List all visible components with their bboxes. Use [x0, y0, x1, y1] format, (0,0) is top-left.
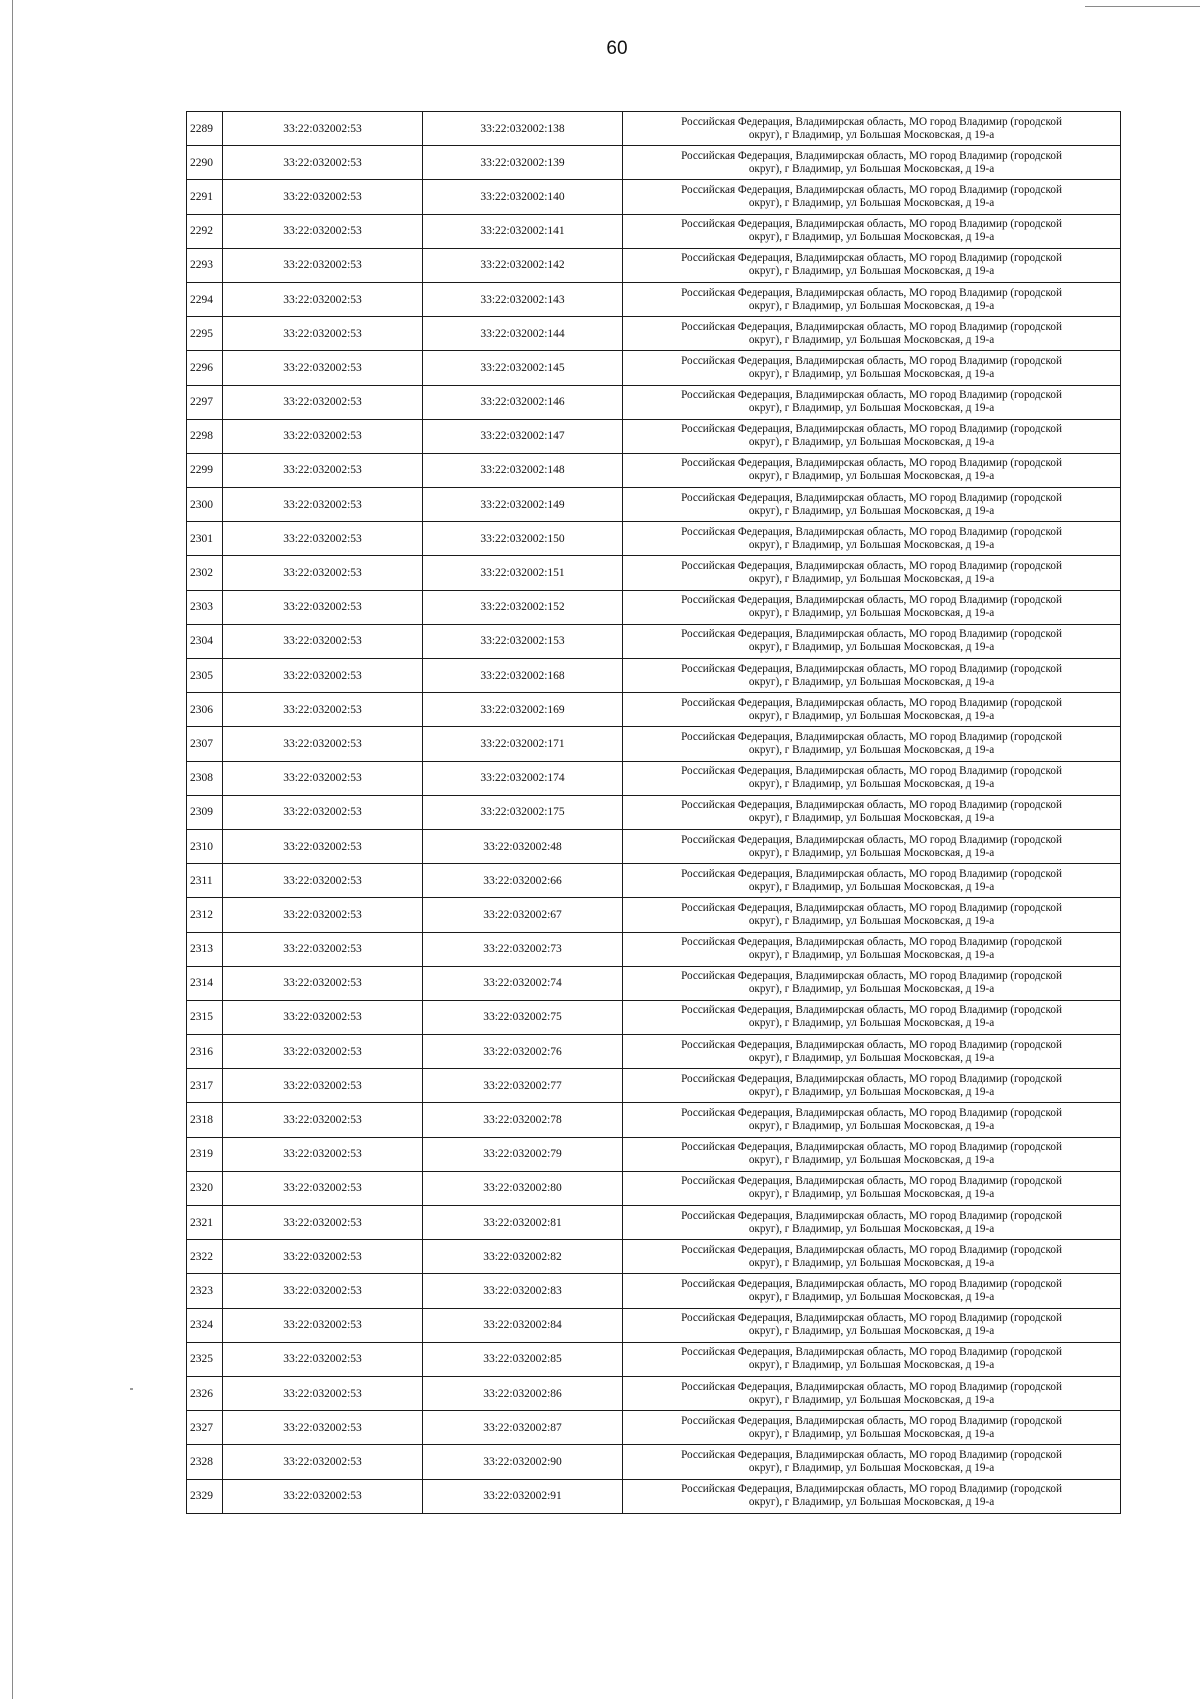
table-row — [187, 727, 1121, 761]
row-number-cell: 2298 — [187, 419, 223, 453]
cadastral-number-cell: 33:22:032002:152 — [423, 590, 623, 624]
address-line-1: Российская Федерация, Владимирская область, МО город Владимир (городской — [681, 1277, 1062, 1290]
cadastral-number-cell: 33:22:032002:48 — [423, 829, 623, 863]
table-row — [187, 659, 1121, 693]
scan-speck — [130, 1388, 133, 1390]
address-line-1: Российская Федерация, Владимирская область, МО город Владимир (городской — [681, 1380, 1062, 1393]
table-row — [187, 1069, 1121, 1103]
address-line-2: округ), г Владимир, ул Большая Московская, д 19-а — [748, 1427, 995, 1440]
cadastral-number-cell: 33:22:032002:83 — [423, 1274, 623, 1308]
parent-cadastral-number-cell: 33:22:032002:53 — [223, 932, 423, 966]
address-line-1: Российская Федерация, Владимирская область, МО город Владимир (городской — [681, 1209, 1062, 1222]
address-line-2: округ), г Владимир, ул Большая Московская, д 19-а — [748, 470, 995, 483]
table-row — [187, 419, 1121, 453]
parent-cadastral-number-cell: 33:22:032002:53 — [223, 693, 423, 727]
address-line-1: Российская Федерация, Владимирская область, МО город Владимир (городской — [681, 594, 1062, 607]
address-cell — [623, 1137, 1121, 1171]
address-cell — [623, 624, 1121, 658]
row-number-cell: 2313 — [187, 932, 223, 966]
row-number-cell: 2296 — [187, 351, 223, 385]
address-cell — [623, 1445, 1121, 1479]
address-line-2: округ), г Владимир, ул Большая Московская, д 19-а — [748, 299, 995, 312]
parent-cadastral-number-cell: 33:22:032002:53 — [223, 761, 423, 795]
address-cell — [623, 1206, 1121, 1240]
address-line-2: округ), г Владимир, ул Большая Московская, д 19-а — [748, 1154, 995, 1167]
table-row — [187, 1000, 1121, 1034]
table-row — [187, 898, 1121, 932]
address-line-1: Российская Федерация, Владимирская область, МО город Владимир (городской — [681, 1483, 1062, 1496]
parent-cadastral-number-cell: 33:22:032002:53 — [223, 488, 423, 522]
address-line-1: Российская Федерация, Владимирская область, МО город Владимир (городской — [681, 320, 1062, 333]
row-number-cell: 2309 — [187, 795, 223, 829]
parent-cadastral-number-cell: 33:22:032002:53 — [223, 453, 423, 487]
table-row — [187, 1274, 1121, 1308]
cadastral-number-cell: 33:22:032002:75 — [423, 1000, 623, 1034]
address-line-1: Российская Федерация, Владимирская область, МО город Владимир (городской — [681, 901, 1062, 914]
address-line-1: Российская Федерация, Владимирская область, МО город Владимир (городской — [681, 1004, 1062, 1017]
cadastral-number-cell: 33:22:032002:86 — [423, 1376, 623, 1410]
table-row — [187, 590, 1121, 624]
table-row — [187, 932, 1121, 966]
address-line-1: Российская Федерация, Владимирская область, МО город Владимир (городской — [681, 525, 1062, 538]
parent-cadastral-number-cell: 33:22:032002:53 — [223, 419, 423, 453]
address-line-2: округ), г Владимир, ул Большая Московская, д 19-а — [748, 402, 995, 415]
cadastral-number-cell: 33:22:032002:150 — [423, 522, 623, 556]
address-line-2: округ), г Владимир, ул Большая Московская, д 19-а — [748, 333, 995, 346]
parent-cadastral-number-cell: 33:22:032002:53 — [223, 829, 423, 863]
row-number-cell: 2308 — [187, 761, 223, 795]
address-cell — [623, 282, 1121, 316]
address-cell — [623, 1342, 1121, 1376]
table-row — [187, 1479, 1121, 1513]
address-line-1: Российская Федерация, Владимирская область, МО город Владимир (городской — [681, 628, 1062, 641]
address-cell — [623, 1411, 1121, 1445]
address-cell — [623, 1376, 1121, 1410]
cadastral-number-cell: 33:22:032002:82 — [423, 1240, 623, 1274]
cadastral-number-cell: 33:22:032002:85 — [423, 1342, 623, 1376]
cadastral-number-cell: 33:22:032002:66 — [423, 864, 623, 898]
parent-cadastral-number-cell: 33:22:032002:53 — [223, 1171, 423, 1205]
address-line-1: Российская Федерация, Владимирская область, МО город Владимир (городской — [681, 389, 1062, 402]
parent-cadastral-number-cell: 33:22:032002:53 — [223, 282, 423, 316]
row-number-cell: 2326 — [187, 1376, 223, 1410]
address-line-2: округ), г Владимир, ул Большая Московская, д 19-а — [748, 641, 995, 654]
cadastral-number-cell: 33:22:032002:67 — [423, 898, 623, 932]
cadastral-number-cell: 33:22:032002:151 — [423, 556, 623, 590]
parent-cadastral-number-cell: 33:22:032002:53 — [223, 727, 423, 761]
address-line-2: округ), г Владимир, ул Большая Московская, д 19-а — [748, 1496, 995, 1509]
address-cell — [623, 522, 1121, 556]
address-line-2: округ), г Владимир, ул Большая Московская, д 19-а — [748, 436, 995, 449]
address-line-2: округ), г Владимир, ул Большая Московская, д 19-а — [748, 1120, 995, 1133]
cadastral-registry-table — [186, 111, 1121, 1514]
address-line-1: Российская Федерация, Владимирская область, МО город Владимир (городской — [681, 115, 1062, 128]
table-row — [187, 693, 1121, 727]
cadastral-number-cell: 33:22:032002:147 — [423, 419, 623, 453]
address-cell — [623, 556, 1121, 590]
row-number-cell: 2302 — [187, 556, 223, 590]
address-line-1: Российская Федерация, Владимирская область, МО город Владимир (городской — [681, 183, 1062, 196]
address-line-2: округ), г Владимир, ул Большая Московская, д 19-а — [748, 1256, 995, 1269]
table-row — [187, 1411, 1121, 1445]
cadastral-number-cell: 33:22:032002:90 — [423, 1445, 623, 1479]
cadastral-number-cell: 33:22:032002:174 — [423, 761, 623, 795]
address-line-2: округ), г Владимир, ул Большая Московская, д 19-а — [748, 812, 995, 825]
cadastral-number-cell: 33:22:032002:77 — [423, 1069, 623, 1103]
table-row — [187, 1376, 1121, 1410]
parent-cadastral-number-cell: 33:22:032002:53 — [223, 317, 423, 351]
row-number-cell: 2304 — [187, 624, 223, 658]
address-line-2: округ), г Владимир, ул Большая Московская, д 19-а — [748, 196, 995, 209]
row-number-cell: 2301 — [187, 522, 223, 556]
address-cell — [623, 1103, 1121, 1137]
row-number-cell: 2292 — [187, 214, 223, 248]
row-number-cell: 2317 — [187, 1069, 223, 1103]
table-row — [187, 453, 1121, 487]
row-number-cell: 2327 — [187, 1411, 223, 1445]
parent-cadastral-number-cell: 33:22:032002:53 — [223, 214, 423, 248]
parent-cadastral-number-cell: 33:22:032002:53 — [223, 590, 423, 624]
cadastral-number-cell: 33:22:032002:78 — [423, 1103, 623, 1137]
row-number-cell: 2291 — [187, 180, 223, 214]
address-line-2: округ), г Владимир, ул Большая Московская, д 19-а — [748, 1393, 995, 1406]
address-cell — [623, 385, 1121, 419]
parent-cadastral-number-cell: 33:22:032002:53 — [223, 1137, 423, 1171]
cadastral-number-cell: 33:22:032002:84 — [423, 1308, 623, 1342]
address-line-1: Российская Федерация, Владимирская область, МО город Владимир (городской — [681, 457, 1062, 470]
cadastral-number-cell: 33:22:032002:138 — [423, 112, 623, 146]
address-line-1: Российская Федерация, Владимирская область, МО город Владимир (городской — [681, 423, 1062, 436]
address-line-1: Российская Федерация, Владимирская область, МО город Владимир (городской — [681, 1346, 1062, 1359]
address-cell — [623, 112, 1121, 146]
table-row — [187, 1206, 1121, 1240]
row-number-cell: 2307 — [187, 727, 223, 761]
row-number-cell: 2329 — [187, 1479, 223, 1513]
address-line-1: Российская Федерация, Владимирская область, МО город Владимир (городской — [681, 936, 1062, 949]
address-cell — [623, 351, 1121, 385]
parent-cadastral-number-cell: 33:22:032002:53 — [223, 1445, 423, 1479]
address-cell — [623, 1479, 1121, 1513]
parent-cadastral-number-cell: 33:22:032002:53 — [223, 864, 423, 898]
address-cell — [623, 966, 1121, 1000]
cadastral-number-cell: 33:22:032002:141 — [423, 214, 623, 248]
address-line-2: округ), г Владимир, ул Большая Московская, д 19-а — [748, 1051, 995, 1064]
cadastral-number-cell: 33:22:032002:143 — [423, 282, 623, 316]
address-line-2: округ), г Владимир, ул Большая Московская, д 19-а — [748, 1222, 995, 1235]
table-row — [187, 1342, 1121, 1376]
address-line-2: округ), г Владимир, ул Большая Московская, д 19-а — [748, 983, 995, 996]
table-row — [187, 1103, 1121, 1137]
parent-cadastral-number-cell: 33:22:032002:53 — [223, 1000, 423, 1034]
address-line-1: Российская Федерация, Владимирская область, МО город Владимир (городской — [681, 662, 1062, 675]
row-number-cell: 2316 — [187, 1035, 223, 1069]
row-number-cell: 2324 — [187, 1308, 223, 1342]
row-number-cell: 2289 — [187, 112, 223, 146]
cadastral-number-cell: 33:22:032002:153 — [423, 624, 623, 658]
address-cell — [623, 1035, 1121, 1069]
address-line-1: Российская Федерация, Владимирская область, МО город Владимир (городской — [681, 1312, 1062, 1325]
address-line-1: Российская Федерация, Владимирская область, МО город Владимир (городской — [681, 1414, 1062, 1427]
cadastral-number-cell: 33:22:032002:79 — [423, 1137, 623, 1171]
address-line-2: округ), г Владимир, ул Большая Московская, д 19-а — [748, 1188, 995, 1201]
table-row — [187, 556, 1121, 590]
address-cell — [623, 864, 1121, 898]
row-number-cell: 2299 — [187, 453, 223, 487]
table-row — [187, 214, 1121, 248]
row-number-cell: 2297 — [187, 385, 223, 419]
table-row — [187, 1171, 1121, 1205]
parent-cadastral-number-cell: 33:22:032002:53 — [223, 1069, 423, 1103]
address-line-2: округ), г Владимир, ул Большая Московская, д 19-а — [748, 265, 995, 278]
parent-cadastral-number-cell: 33:22:032002:53 — [223, 795, 423, 829]
address-cell — [623, 659, 1121, 693]
cadastral-number-cell: 33:22:032002:142 — [423, 248, 623, 282]
address-line-2: округ), г Владимир, ул Большая Московская, д 19-а — [748, 880, 995, 893]
table-body — [187, 112, 1121, 1514]
address-line-1: Российская Федерация, Владимирская область, МО город Владимир (городской — [681, 286, 1062, 299]
address-line-2: округ), г Владимир, ул Большая Московская, д 19-а — [748, 538, 995, 551]
cadastral-number-cell: 33:22:032002:81 — [423, 1206, 623, 1240]
cadastral-number-cell: 33:22:032002:146 — [423, 385, 623, 419]
cadastral-number-cell: 33:22:032002:168 — [423, 659, 623, 693]
table-row — [187, 112, 1121, 146]
row-number-cell: 2320 — [187, 1171, 223, 1205]
row-number-cell: 2319 — [187, 1137, 223, 1171]
address-line-1: Российская Федерация, Владимирская область, МО город Владимир (городской — [681, 833, 1062, 846]
parent-cadastral-number-cell: 33:22:032002:53 — [223, 351, 423, 385]
parent-cadastral-number-cell: 33:22:032002:53 — [223, 248, 423, 282]
table-row — [187, 1445, 1121, 1479]
table-row — [187, 488, 1121, 522]
address-line-2: округ), г Владимир, ул Большая Московская, д 19-а — [748, 846, 995, 859]
address-line-1: Российская Федерация, Владимирская область, МО город Владимир (городской — [681, 1175, 1062, 1188]
address-cell — [623, 1274, 1121, 1308]
parent-cadastral-number-cell: 33:22:032002:53 — [223, 1308, 423, 1342]
row-number-cell: 2315 — [187, 1000, 223, 1034]
address-cell — [623, 248, 1121, 282]
address-line-2: округ), г Владимир, ул Большая Московская, д 19-а — [748, 743, 995, 756]
address-cell — [623, 1171, 1121, 1205]
parent-cadastral-number-cell: 33:22:032002:53 — [223, 522, 423, 556]
parent-cadastral-number-cell: 33:22:032002:53 — [223, 966, 423, 1000]
table-row — [187, 1035, 1121, 1069]
cadastral-number-cell: 33:22:032002:139 — [423, 146, 623, 180]
table-row — [187, 180, 1121, 214]
address-line-2: округ), г Владимир, ул Большая Московская, д 19-а — [748, 1461, 995, 1474]
cadastral-number-cell: 33:22:032002:148 — [423, 453, 623, 487]
address-line-1: Российская Федерация, Владимирская область, МО город Владимир (городской — [681, 491, 1062, 504]
address-cell — [623, 932, 1121, 966]
row-number-cell: 2295 — [187, 317, 223, 351]
parent-cadastral-number-cell: 33:22:032002:53 — [223, 1240, 423, 1274]
parent-cadastral-number-cell: 33:22:032002:53 — [223, 659, 423, 693]
table-row — [187, 385, 1121, 419]
parent-cadastral-number-cell: 33:22:032002:53 — [223, 180, 423, 214]
address-cell — [623, 146, 1121, 180]
row-number-cell: 2328 — [187, 1445, 223, 1479]
address-line-2: округ), г Владимир, ул Большая Московская, д 19-а — [748, 675, 995, 688]
row-number-cell: 2310 — [187, 829, 223, 863]
address-cell — [623, 727, 1121, 761]
address-line-2: округ), г Владимир, ул Большая Московская, д 19-а — [748, 709, 995, 722]
table-row — [187, 522, 1121, 556]
address-cell — [623, 453, 1121, 487]
address-line-1: Российская Федерация, Владимирская область, МО город Владимир (городской — [681, 1038, 1062, 1051]
address-line-2: округ), г Владимир, ул Большая Московская, д 19-а — [748, 1290, 995, 1303]
scan-left-edge-line — [12, 0, 13, 1699]
address-cell — [623, 1240, 1121, 1274]
address-cell — [623, 1000, 1121, 1034]
row-number-cell: 2314 — [187, 966, 223, 1000]
row-number-cell: 2318 — [187, 1103, 223, 1137]
address-cell — [623, 488, 1121, 522]
address-line-1: Российская Федерация, Владимирская область, МО город Владимир (городской — [681, 218, 1062, 231]
cadastral-number-cell: 33:22:032002:175 — [423, 795, 623, 829]
address-line-2: округ), г Владимир, ул Большая Московская, д 19-а — [748, 1017, 995, 1030]
row-number-cell: 2294 — [187, 282, 223, 316]
address-line-1: Российская Федерация, Владимирская область, МО город Владимир (городской — [681, 799, 1062, 812]
row-number-cell: 2322 — [187, 1240, 223, 1274]
parent-cadastral-number-cell: 33:22:032002:53 — [223, 1035, 423, 1069]
table-row — [187, 248, 1121, 282]
address-line-1: Российская Федерация, Владимирская область, МО город Владимир (городской — [681, 696, 1062, 709]
scan-top-edge-line — [1085, 6, 1200, 7]
parent-cadastral-number-cell: 33:22:032002:53 — [223, 1206, 423, 1240]
address-line-1: Российская Федерация, Владимирская область, МО город Владимир (городской — [681, 1243, 1062, 1256]
address-line-1: Российская Федерация, Владимирская область, МО город Владимир (городской — [681, 765, 1062, 778]
address-cell — [623, 761, 1121, 795]
row-number-cell: 2312 — [187, 898, 223, 932]
table-row — [187, 864, 1121, 898]
address-line-2: округ), г Владимир, ул Большая Московская, д 19-а — [748, 1325, 995, 1338]
parent-cadastral-number-cell: 33:22:032002:53 — [223, 1479, 423, 1513]
parent-cadastral-number-cell: 33:22:032002:53 — [223, 146, 423, 180]
address-line-2: округ), г Владимир, ул Большая Московская, д 19-а — [748, 573, 995, 586]
page-number: 60 — [606, 38, 628, 59]
cadastral-number-cell: 33:22:032002:91 — [423, 1479, 623, 1513]
address-cell — [623, 180, 1121, 214]
table-row — [187, 761, 1121, 795]
cadastral-number-cell: 33:22:032002:87 — [423, 1411, 623, 1445]
parent-cadastral-number-cell: 33:22:032002:53 — [223, 1342, 423, 1376]
cadastral-number-cell: 33:22:032002:149 — [423, 488, 623, 522]
address-cell — [623, 214, 1121, 248]
address-cell — [623, 829, 1121, 863]
cadastral-number-cell: 33:22:032002:73 — [423, 932, 623, 966]
address-line-1: Российская Федерация, Владимирская область, МО город Владимир (городской — [681, 1448, 1062, 1461]
parent-cadastral-number-cell: 33:22:032002:53 — [223, 556, 423, 590]
address-cell — [623, 1069, 1121, 1103]
address-cell — [623, 898, 1121, 932]
table-row — [187, 146, 1121, 180]
cadastral-number-cell: 33:22:032002:74 — [423, 966, 623, 1000]
parent-cadastral-number-cell: 33:22:032002:53 — [223, 898, 423, 932]
row-number-cell: 2303 — [187, 590, 223, 624]
parent-cadastral-number-cell: 33:22:032002:53 — [223, 1411, 423, 1445]
address-line-2: округ), г Владимир, ул Большая Московская, д 19-а — [748, 504, 995, 517]
cadastral-number-cell: 33:22:032002:76 — [423, 1035, 623, 1069]
parent-cadastral-number-cell: 33:22:032002:53 — [223, 1376, 423, 1410]
row-number-cell: 2311 — [187, 864, 223, 898]
address-cell — [623, 693, 1121, 727]
cadastral-number-cell: 33:22:032002:144 — [423, 317, 623, 351]
address-cell — [623, 419, 1121, 453]
address-line-1: Российская Федерация, Владимирская область, МО город Владимир (городской — [681, 1072, 1062, 1085]
address-line-2: округ), г Владимир, ул Большая Московская, д 19-а — [748, 914, 995, 927]
row-number-cell: 2290 — [187, 146, 223, 180]
row-number-cell: 2300 — [187, 488, 223, 522]
address-line-2: округ), г Владимир, ул Большая Московская, д 19-а — [748, 231, 995, 244]
cadastral-number-cell: 33:22:032002:171 — [423, 727, 623, 761]
row-number-cell: 2293 — [187, 248, 223, 282]
address-line-1: Российская Федерация, Владимирская область, МО город Владимир (городской — [681, 252, 1062, 265]
address-line-1: Российская Федерация, Владимирская область, МО город Владимир (городской — [681, 149, 1062, 162]
cadastral-number-cell: 33:22:032002:145 — [423, 351, 623, 385]
table-row — [187, 795, 1121, 829]
cadastral-number-cell: 33:22:032002:169 — [423, 693, 623, 727]
address-line-1: Российская Федерация, Владимирская область, МО город Владимир (городской — [681, 1141, 1062, 1154]
cadastral-number-cell: 33:22:032002:140 — [423, 180, 623, 214]
table-row — [187, 1137, 1121, 1171]
parent-cadastral-number-cell: 33:22:032002:53 — [223, 624, 423, 658]
address-line-1: Российская Федерация, Владимирская область, МО город Владимир (городской — [681, 560, 1062, 573]
address-line-2: округ), г Владимир, ул Большая Московская, д 19-а — [748, 778, 995, 791]
table-row — [187, 317, 1121, 351]
row-number-cell: 2323 — [187, 1274, 223, 1308]
row-number-cell: 2306 — [187, 693, 223, 727]
address-cell — [623, 795, 1121, 829]
row-number-cell: 2325 — [187, 1342, 223, 1376]
address-line-2: округ), г Владимир, ул Большая Московская, д 19-а — [748, 128, 995, 141]
parent-cadastral-number-cell: 33:22:032002:53 — [223, 1103, 423, 1137]
parent-cadastral-number-cell: 33:22:032002:53 — [223, 1274, 423, 1308]
row-number-cell: 2321 — [187, 1206, 223, 1240]
address-line-1: Российская Федерация, Владимирская область, МО город Владимир (городской — [681, 867, 1062, 880]
address-line-1: Российская Федерация, Владимирская область, МО город Владимир (городской — [681, 354, 1062, 367]
address-line-2: округ), г Владимир, ул Большая Московская, д 19-а — [748, 949, 995, 962]
table-row — [187, 624, 1121, 658]
row-number-cell: 2305 — [187, 659, 223, 693]
table-row — [187, 829, 1121, 863]
address-cell — [623, 1308, 1121, 1342]
address-line-2: округ), г Владимир, ул Большая Московская, д 19-а — [748, 607, 995, 620]
address-cell — [623, 317, 1121, 351]
table-row — [187, 351, 1121, 385]
table-row — [187, 966, 1121, 1000]
address-line-2: округ), г Владимир, ул Большая Московская, д 19-а — [748, 1085, 995, 1098]
table-row — [187, 282, 1121, 316]
table-row — [187, 1308, 1121, 1342]
address-line-1: Российская Федерация, Владимирская область, МО город Владимир (городской — [681, 970, 1062, 983]
address-cell — [623, 590, 1121, 624]
address-line-2: округ), г Владимир, ул Большая Московская, д 19-а — [748, 1359, 995, 1372]
address-line-1: Российская Федерация, Владимирская область, МО город Владимир (городской — [681, 730, 1062, 743]
address-line-1: Российская Федерация, Владимирская область, МО город Владимир (городской — [681, 1107, 1062, 1120]
parent-cadastral-number-cell: 33:22:032002:53 — [223, 385, 423, 419]
address-line-2: округ), г Владимир, ул Большая Московская, д 19-а — [748, 162, 995, 175]
address-line-2: округ), г Владимир, ул Большая Московская, д 19-а — [748, 367, 995, 380]
cadastral-number-cell: 33:22:032002:80 — [423, 1171, 623, 1205]
table-row — [187, 1240, 1121, 1274]
parent-cadastral-number-cell: 33:22:032002:53 — [223, 112, 423, 146]
